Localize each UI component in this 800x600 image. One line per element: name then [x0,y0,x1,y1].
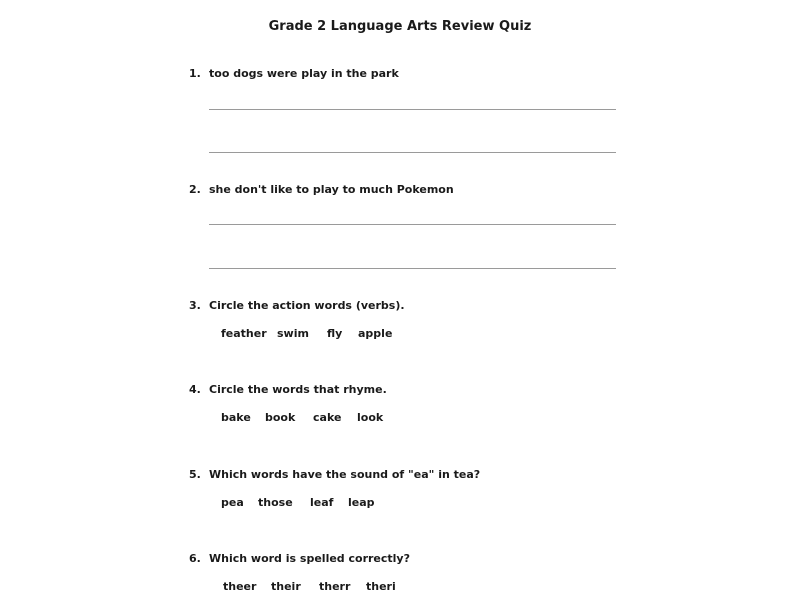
question-5 [189,468,480,481]
choice-word[interactable]: cake [313,411,342,424]
answer-line-2a[interactable] [209,224,616,225]
question-number: 2. [189,183,201,196]
question-3 [189,299,405,312]
choice-word[interactable]: their [271,580,301,593]
question-number: 3. [189,299,201,312]
question-number: 4. [189,383,201,396]
choice-word[interactable]: look [357,411,384,424]
choice-word[interactable]: theri [366,580,396,593]
answer-line-1a[interactable] [209,109,616,110]
question-number: 1. [189,67,201,80]
question-prompt: Circle the words that rhyme. [209,383,387,396]
question-1 [189,67,399,80]
choice-word[interactable]: apple [358,327,393,340]
question-prompt: Circle the action words (verbs). [209,299,405,312]
question-prompt: she don't like to play to much Pokemon [209,183,454,196]
choice-word[interactable]: leap [348,496,375,509]
choice-word[interactable]: therr [319,580,351,593]
answer-line-2b[interactable] [209,268,616,269]
question-number: 6. [189,552,201,565]
choice-word[interactable]: theer [223,580,257,593]
choice-word[interactable]: bake [221,411,251,424]
choice-word[interactable]: fly [327,327,343,340]
question-prompt: too dogs were play in the park [209,67,399,80]
choice-word[interactable]: swim [277,327,309,340]
page-title: Grade 2 Language Arts Review Quiz [268,19,532,34]
choice-word[interactable]: book [265,411,296,424]
choice-word[interactable]: feather [221,327,267,340]
choice-word[interactable]: leaf [310,496,334,509]
question-prompt: Which word is spelled correctly? [209,552,410,565]
question-number: 5. [189,468,201,481]
question-4 [189,383,387,396]
question-2 [189,183,454,196]
choice-word[interactable]: those [258,496,293,509]
answer-line-1b[interactable] [209,152,616,153]
question-6 [189,552,410,565]
choice-word[interactable]: pea [221,496,244,509]
question-prompt: Which words have the sound of "ea" in tea? [209,468,481,481]
